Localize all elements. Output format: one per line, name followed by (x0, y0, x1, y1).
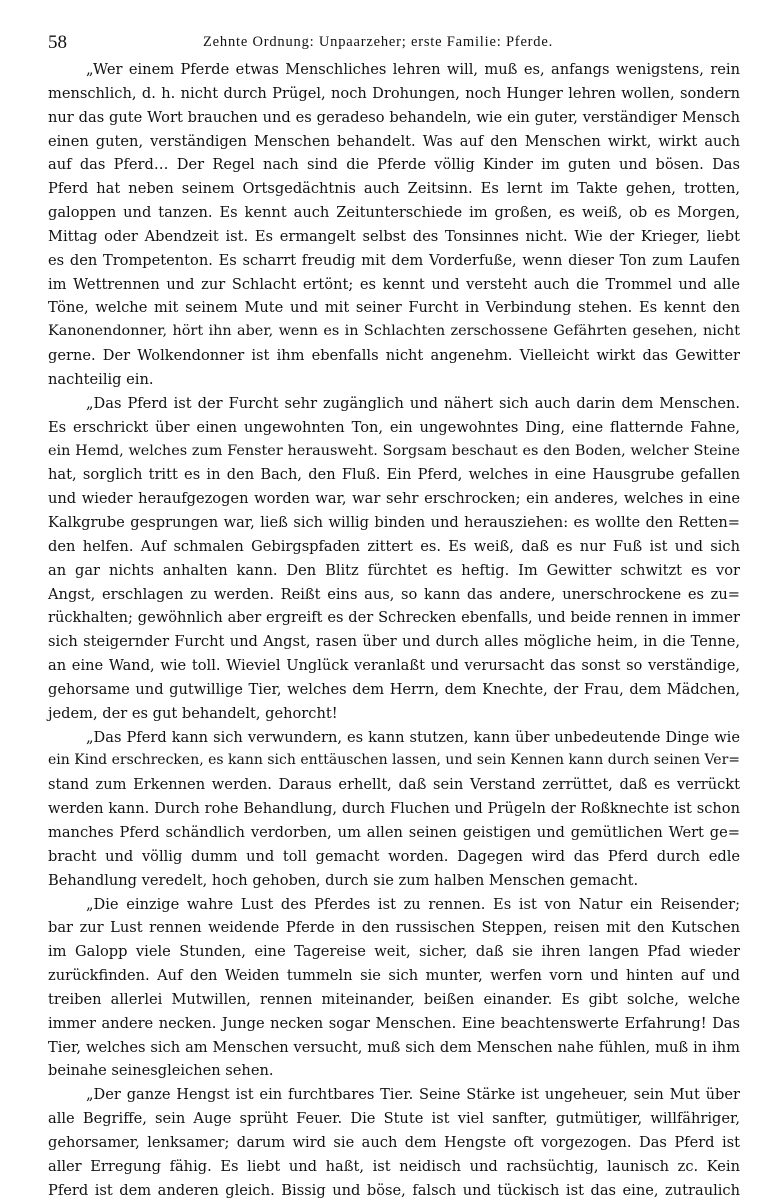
text-line: es den Trompetenton. Es scharrt freudig mit dem Vorderfuße, wenn dieser Ton zum Laufen (48, 251, 740, 269)
body-text (48, 58, 740, 1200)
text-line: hat, sorglich tritt es in den Bach, den Fluß. Ein Pferd, welches in eine Hausgrube gefallen (48, 466, 740, 484)
text-line: werden kann. Durch rohe Behandlung, durch Fluchen und Prügeln der Roßknechte ist schon (48, 800, 740, 818)
text-line: Pferd ist dem anderen gleich. Bissig und böse, falsch und tückisch ist das eine, zutraulich (48, 1181, 740, 1199)
page-header (48, 28, 737, 58)
text-line: ein Hemd, welches zum Fenster herausweht. Sorgsam beschaut es den Boden, welcher Steine (48, 442, 740, 459)
text-line: einen guten, verständigen Menschen behandelt. Was auf den Menschen wirkt, wirkt auch (48, 132, 740, 150)
text-line: im Wettrennen und zur Schlacht ertönt; es kennt und versteht auch die Trommel und alle (48, 275, 740, 293)
text-line: Es erschrickt über einen ungewohnten Ton, ein ungewohntes Ding, eine flatternde Fahne, (48, 418, 740, 436)
text-line: nachteilig ein. (48, 370, 154, 388)
text-line: nur das gute Wort brauchen und es geradeso behandeln, wie ein guter, verständiger Mensch (48, 108, 740, 126)
text-line: ein Kind erschrecken, es kann sich enttäuschen lassen, und sein Kennen kann durch seinen Ver= (48, 752, 740, 769)
text-line: zurückfinden. Auf den Weiden tummeln sie sich munter, werfen vorn und hinten auf und (48, 967, 740, 985)
text-line: gehorsame und gutwillige Tier, welches dem Herrn, dem Knechte, der Frau, dem Mädchen, (48, 680, 740, 698)
text-line: bracht und völlig dumm und toll gemacht worden. Dagegen wird das Pferd durch edle (48, 847, 740, 865)
page-number: 58 (48, 32, 67, 53)
text-line: rückhalten; gewöhnlich aber ergreift es der Schrecken ebenfalls, und beide rennen in immer (48, 609, 740, 627)
text-line: immer andere necken. Junge necken sogar Menschen. Eine beachtenswerte Erfahrung! Das (48, 1014, 740, 1032)
text-line: im Galopp viele Stunden, eine Tagereise weit, sicher, daß sie ihren langen Pfad wieder (48, 943, 740, 961)
text-line: Tier, welches sich am Menschen versucht, muß sich dem Menschen nahe fühlen, muß in ihm (48, 1038, 740, 1056)
text-line: Töne, welche mit seinem Mute und mit seiner Furcht in Verbindung stehen. Es kennt den (48, 299, 740, 317)
text-line: sich steigernder Furcht und Angst, rasen über und durch alles mögliche heim, in die Tenne, (48, 633, 740, 651)
text-line: „Wer einem Pferde etwas Menschliches lehren will, muß es, anfangs wenigstens, rein (86, 61, 740, 78)
text-line: jedem, der es gut behandelt, gehorcht! (48, 704, 338, 722)
paragraph (48, 392, 740, 726)
text-line: Pferd hat neben seinem Ortsgedächtnis auch Zeitsinn. Es lernt im Takte gehen, trotten, (48, 180, 740, 198)
text-line: auf das Pferd… Der Regel nach sind die Pferde völlig Kinder im guten und bösen. Das (48, 156, 740, 174)
text-line: Mittag oder Abendzeit ist. Es ermangelt selbst des Tonsinnes nicht. Wie der Krieger, liebt (48, 227, 740, 245)
text-line: stand zum Erkennen werden. Daraus erhellt, daß sein Verstand zerrüttet, daß es verrückt (48, 776, 740, 794)
text-line: den helfen. Auf schmalen Gebirgspfaden zittert es. Es weiß, daß es nur Fuß ist und sich (48, 537, 740, 555)
text-line: aller Erregung fähig. Es liebt und haßt, ist neidisch und rachsüchtig, launisch zc. Kein (48, 1157, 740, 1175)
text-line: Behandlung veredelt, hoch gehoben, durch sie zum halben Menschen gemacht. (48, 871, 639, 889)
text-line: gehorsamer, lenksamer; darum wird sie auch dem Hengste oft vorgezogen. Das Pferd ist (48, 1133, 740, 1151)
text-line: „Das Pferd ist der Furcht sehr zugänglich und nähert sich auch darin dem Menschen. (86, 394, 740, 412)
text-line: treiben allerlei Mutwillen, rennen miteinander, beißen einander. Es gibt solche, welche (48, 990, 740, 1008)
text-line: an eine Wand, wie toll. Wieviel Unglück veranlaßt und verursacht das sonst so verständige, (48, 657, 740, 675)
text-line: gerne. Der Wolkendonner ist ihm ebenfalls nicht angenehm. Vielleicht wirkt das Gewitter (48, 347, 740, 365)
text-line: an gar nichts anhalten kann. Den Blitz fürchtet es heftig. Im Gewitter schwitzt es vor (48, 561, 740, 579)
text-line: Kalkgrube gesprungen war, ließ sich willig binden und herausziehen: es wollte den Retten= (48, 514, 740, 532)
paragraph (48, 893, 740, 1084)
text-line: manches Pferd schändlich verdorben, um allen seinen geistigen und gemütlichen Wert ge= (48, 824, 740, 841)
text-line: galoppen und tanzen. Es kennt auch Zeitunterschiede im großen, es weiß, ob es Morgen, (48, 204, 740, 222)
text-line: Kanonendonner, hört ihn aber, wenn es in Schlachten zerschossene Gefährten gesehen, nicht (48, 323, 740, 340)
paragraph (48, 58, 740, 392)
text-line: menschlich, d. h. nicht durch Prügel, noch Drohungen, noch Hunger lehren wollen, sondern (48, 84, 740, 102)
text-line: „Die einzige wahre Lust des Pferdes ist zu rennen. Es ist von Natur ein Reisender; (86, 895, 740, 913)
paragraph (48, 1083, 740, 1200)
running-head: Zehnte Ordnung: Unpaarzeher; erste Familie: Pferde. (203, 34, 554, 50)
text-line: und wieder heraufgezogen worden war, war sehr erschrocken; ein anderes, welches in eine (48, 490, 740, 508)
text-line: „Der ganze Hengst ist ein furchtbares Tier. Seine Stärke ist ungeheuer, sein Mut über (86, 1086, 740, 1104)
text-line: alle Begriffe, sein Auge sprüht Feuer. Die Stute ist viel sanfter, gutmütiger, willfähriger, (48, 1110, 740, 1128)
paragraph (48, 726, 740, 893)
text-line: beinahe seinesgleichen sehen. (48, 1062, 274, 1080)
text-line: Angst, erschlagen zu werden. Reißt eins aus, so kann das andere, unerschrockene es zu= (48, 585, 740, 603)
text-line: bar zur Lust rennen weidende Pferde in den russischen Steppen, reisen mit den Kutschen (48, 919, 740, 937)
text-line: „Das Pferd kann sich verwundern, es kann stutzen, kann über unbedeutende Dinge wie (86, 728, 740, 746)
